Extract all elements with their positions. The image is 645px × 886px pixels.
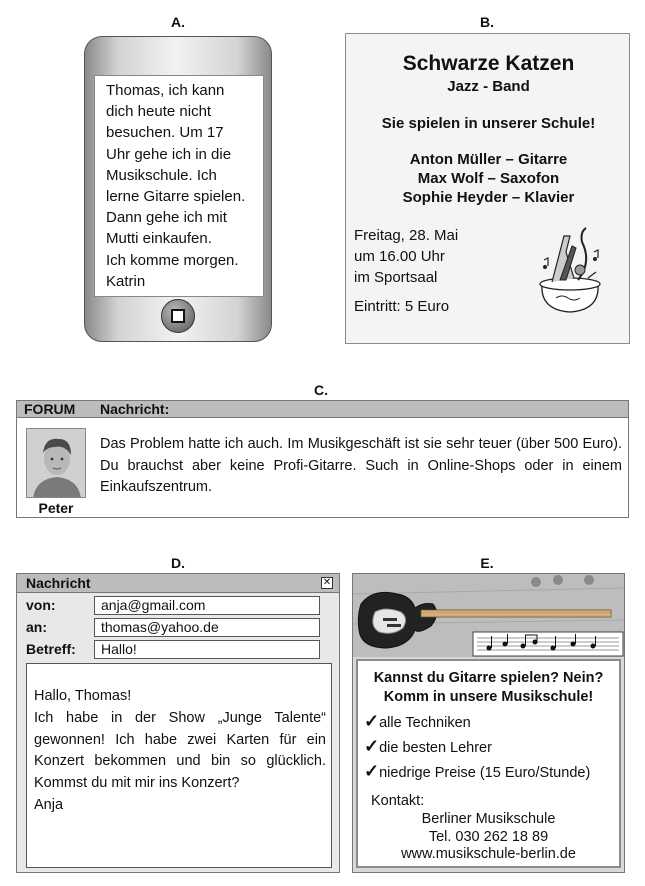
email-titlebar [17,574,339,593]
poster-date-place: Freitag, 28. Mai um 16.00 Uhr im Sportsaal [354,227,459,286]
ad-question: Kannst du Gitarre spielen? Nein? [373,670,604,686]
forum-message-label: Nachricht: [100,401,170,417]
feature-item: ✓alle Techniken [364,711,471,731]
feature-item: ✓die besten Lehrer [364,736,492,756]
label-c: C. [314,382,328,398]
to-field[interactable]: thomas@yahoo.de [94,618,320,637]
school-name: Berliner Musikschule [421,811,556,827]
poster-member: Anton Müller – Gitarre [409,151,568,168]
school-website-link[interactable]: www.musikschule-berlin.de [401,846,576,862]
sms-text: Thomas, ich kann dich heute nicht besuchen. Um 17 Uhr gehe ich in die Musikschule. Ich lerne Gitarre spielen. Dann gehe ich mit Mutti einkaufen. Ich komme morgen. Katrin [106,82,246,290]
email-signature: Anja [34,796,64,813]
contact-label: Kontakt: [371,793,425,809]
poster-tagline: Sie spielen in unserer Schule! [381,115,596,132]
concert-poster [345,33,630,344]
phone-screen [94,75,264,297]
user-photo-icon [26,428,86,498]
label-e: E. [480,555,494,571]
forum-label: FORUM [24,401,76,417]
poster-title: Schwarze Katzen [402,52,575,75]
check-icon: ✓ [364,736,380,756]
forum-message-text: Das Problem hatte ich auch. Im Musikgeschäft ist sie sehr teuer (über 500 Euro). Du brauchst aber keine Profi-Gitarre. Such in Online-Shops oder in einem Einkaufszentrum. [100,436,622,495]
label-d: D. [171,555,185,571]
electric-guitar-icon [353,574,624,657]
to-label: an: [26,619,47,635]
subject-field[interactable]: Hallo! [94,640,320,659]
ad-text-box [356,659,621,868]
email-body[interactable] [26,663,332,868]
music-school-ad [352,573,625,873]
email-paragraph: Ich habe in der Show „Junge Talente“ gewonnen! Ich habe zwei Karten für ein Konzert bekommen und bin so glücklich. Kommst du mit mir ins Konzert? [34,709,326,792]
forum-header [17,401,628,418]
email-title: Nachricht [26,575,91,591]
label-a: A. [171,14,185,30]
home-button-icon [161,299,195,333]
poster-entry-price: Eintritt: 5 Euro [354,298,450,315]
from-label: von: [26,597,56,613]
from-field[interactable]: anja@gmail.com [94,596,320,615]
poster-member: Sophie Heyder – Klavier [402,189,575,206]
feature-item: ✓niedrige Preise (15 Euro/Stunde) [364,761,591,781]
email-window [16,573,340,873]
poster-member: Max Wolf – Saxofon [417,170,560,187]
school-phone: Tel. 030 262 18 89 [428,828,549,845]
close-icon[interactable]: ✕ [322,577,332,588]
check-icon: ✓ [364,711,380,731]
instruments-in-hat-icon [534,222,606,316]
subject-label: Betreff: [26,641,76,657]
forum-author: Peter [38,500,74,516]
poster-subtitle: Jazz - Band [447,78,530,95]
forum-post [16,400,629,518]
label-b: B. [480,14,494,30]
ad-invite: Komm in unsere Musikschule! [383,689,594,705]
contact-info [358,811,619,864]
email-greeting: Hallo, Thomas! [34,688,132,704]
phone-message [84,36,272,342]
check-icon: ✓ [364,761,380,781]
